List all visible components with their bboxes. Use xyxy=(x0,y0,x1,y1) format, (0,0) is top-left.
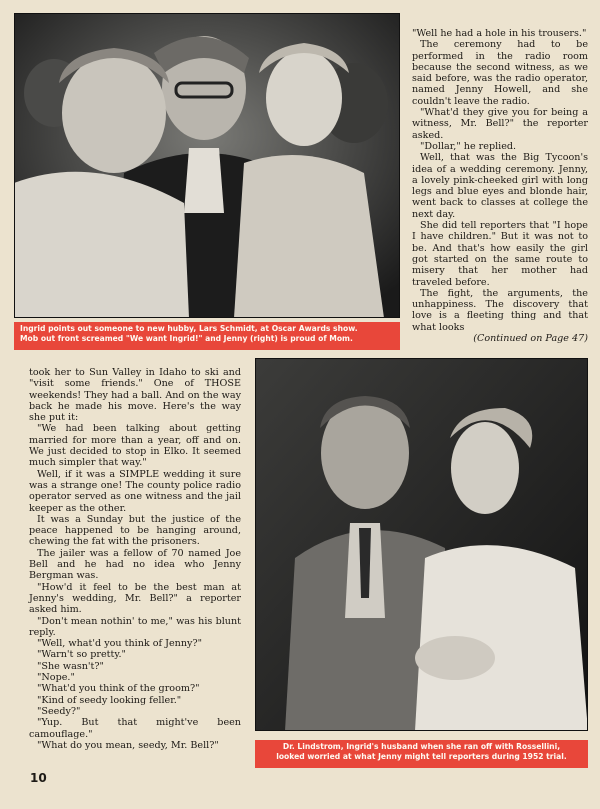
paragraph: "Nope." xyxy=(37,672,75,684)
paragraph: "Well, what'd you think of Jenny?" xyxy=(37,638,202,650)
continued-note: (Continued on Page 47) xyxy=(473,333,588,345)
paragraph: "Dollar," he replied. xyxy=(420,140,517,152)
page-number: 10 xyxy=(30,771,47,785)
paragraph: "Seedy?" xyxy=(37,705,81,717)
paragraph: It was a Sunday but the justice of the peace happened to be hanging around, chewing the fat with the prisoners. xyxy=(29,513,241,548)
right-text-column xyxy=(412,28,588,344)
paragraph: "Warn't so pretty." xyxy=(37,649,126,661)
bottom-caption-line-1: Dr. Lindstrom, Ingrid's husband when she ran off with Rossellini, xyxy=(282,742,561,751)
left-text-column xyxy=(29,367,241,751)
top-caption-line-2: Mob out front screamed "We want Ingrid!" and Jenny (right) is proud of Mom. xyxy=(20,334,353,343)
paragraph: "Well he had a hole in his trousers." xyxy=(412,28,587,39)
paragraph: "Don't mean nothin' to me," was his blunt reply. xyxy=(29,615,241,638)
paragraph: The fight, the arguments, the unhappiness. The discovery that love is a fleeting thing and that what looks xyxy=(412,287,588,333)
paragraph: "What'd you think of the groom?" xyxy=(37,683,200,695)
paragraph: "She wasn't?" xyxy=(37,660,104,672)
paragraph: "How'd it feel to be the best man at Jenny's wedding, Mr. Bell?" a reporter asked him. xyxy=(29,581,241,616)
paragraph: The ceremony had to be performed in the radio room because the second witness, as we said before, was the radio operator, named Jenny Howell, and she couldn't leave the radio. xyxy=(412,39,588,107)
paragraph: Well, if it was a SIMPLE wedding it sure was a strange one! The county police radio operator served as one witness and the jail keeper as the other. xyxy=(29,468,241,514)
paragraph: She did tell reporters that "I hope I have children." But it was not to be. And that's how easily the girl got started on the same route to misery that her mother had traveled before. xyxy=(412,220,588,288)
trial-photo xyxy=(255,358,588,731)
bottom-photo-caption xyxy=(255,740,588,768)
paragraph: "What'd they give you for being a witness, Mr. Bell?" the reporter asked. xyxy=(412,107,588,141)
top-caption-line-1: Ingrid points out someone to new hubby, Lars Schmidt, at Oscar Awards show. xyxy=(20,324,358,333)
bottom-caption-line-2: looked worried at what Jenny might tell reporters during 1952 trial. xyxy=(276,752,567,761)
paragraph: "Yup. But that might've been camouflage." xyxy=(29,717,241,740)
paragraph: "We had been talking about getting married for more than a year, off and on. We just decided to stop in Elko. It seemed much simpler that way." xyxy=(29,423,241,469)
paragraph: Well, that was the Big Tycoon's idea of a wedding ceremony. Jenny, a lovely pink-cheeked girl with long legs and blue eyes and blonde hair, went back to classes at college the next day. xyxy=(412,152,588,220)
oscar-awards-photo xyxy=(14,13,400,318)
paragraph: "Kind of seedy looking feller." xyxy=(37,694,182,706)
paragraph: took her to Sun Valley in Idaho to ski and "visit some friends." One of THOSE weekends! They had a ball. And on the way back he made his move. Here's the way she put it: xyxy=(29,367,241,424)
top-photo-caption xyxy=(14,322,400,350)
paragraph: "What do you mean, seedy, Mr. Bell?" xyxy=(37,739,219,751)
paragraph: The jailer was a fellow of 70 named Joe Bell and he had no idea who Jenny Bergman was. xyxy=(29,547,241,582)
